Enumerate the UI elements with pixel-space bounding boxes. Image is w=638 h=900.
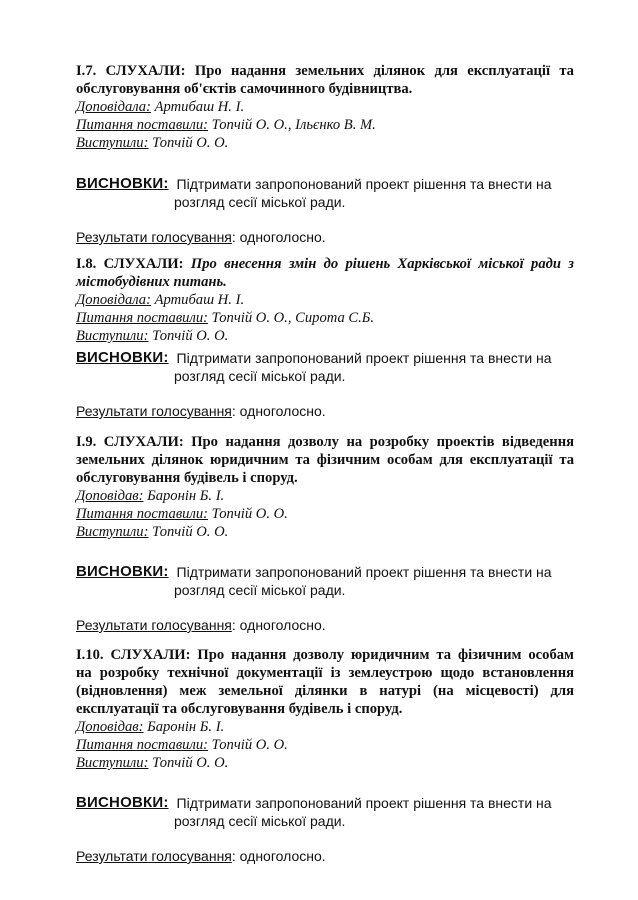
speaker-name: Баронін Б. І. xyxy=(143,719,225,735)
item-title-line: Про внесення змін до рішень Харківської міської ради з xyxy=(190,256,574,272)
conclusion xyxy=(76,563,574,581)
item-title-line: земельних ділянок юридичним та фізичним особам для експлуатації та xyxy=(76,452,574,468)
agenda-item-1-8 xyxy=(76,255,574,420)
item-title-line: Про надання дозволу юридичним та фізичним особам xyxy=(197,647,574,663)
spoke-label: Виступили: xyxy=(76,755,149,771)
vote-result-label: Результати голосування xyxy=(76,403,232,419)
questions-label: Питання поставили: xyxy=(76,506,208,522)
item-title-line: експлуатації та обслуговування будівель і споруд. xyxy=(76,701,403,717)
conclusion-text-continued: розгляд сесії міської ради. xyxy=(174,368,346,384)
item-title-line: Про надання дозволу на розробку проектів відведення xyxy=(191,434,574,450)
vote-result xyxy=(76,228,574,246)
item-number: І.8. СЛУХАЛИ: xyxy=(76,256,184,272)
item-title-line: обслуговування будівель і споруд. xyxy=(76,470,298,486)
speaker-label: Доповідала: xyxy=(76,292,151,308)
conclusion-text-continued: розгляд сесії міської ради. xyxy=(174,813,346,829)
speaker-name: Баронін Б. І. xyxy=(143,488,225,504)
vote-result-label: Результати голосування xyxy=(76,229,232,245)
item-heading xyxy=(76,62,574,98)
spoke-label: Виступили: xyxy=(76,524,149,540)
conclusion-text-continued: розгляд сесії міської ради. xyxy=(174,194,346,210)
conclusion-text: Підтримати запропонований проект рішення та внести на xyxy=(176,564,552,580)
speaker-name: Артибаш Н. І. xyxy=(150,292,245,308)
conclusion-label: ВИСНОВКИ: xyxy=(76,794,169,811)
vote-result xyxy=(76,402,574,420)
questions-label: Питання поставили: xyxy=(76,310,208,326)
agenda-item-1-10 xyxy=(76,646,574,865)
speaker-label: Доповідала: xyxy=(76,99,151,115)
item-heading xyxy=(76,255,574,291)
spoke-label: Виступили: xyxy=(76,328,149,344)
conclusion-text: Підтримати запропонований проект рішення та внести на xyxy=(176,176,552,192)
agenda-item-1-7 xyxy=(76,62,574,246)
spoke-names: Топчій О. О. xyxy=(148,328,229,344)
vote-result-value: : одноголосно. xyxy=(231,848,326,864)
item-number: І.10. СЛУХАЛИ: xyxy=(76,647,191,663)
vote-result-value: : одноголосно. xyxy=(231,229,326,245)
agenda-item-1-9 xyxy=(76,433,574,634)
questions-names: Топчій О. О., Сирота С.Б. xyxy=(208,310,375,326)
item-title-line: (відновлення) меж земельної ділянки в натурі (на місцевості) для xyxy=(76,683,574,699)
conclusion-text: Підтримати запропонований проект рішення та внести на xyxy=(176,795,552,811)
spoke-label: Виступили: xyxy=(76,135,149,151)
item-title-line: обслуговування об'єктів самочинного будівництва. xyxy=(76,81,413,97)
item-heading xyxy=(76,433,574,487)
vote-result-label: Результати голосування xyxy=(76,617,232,633)
conclusion xyxy=(76,794,574,812)
conclusion-text-continued: розгляд сесії міської ради. xyxy=(174,582,346,598)
item-title-line: Про надання земельних ділянок для експлуатації та xyxy=(194,63,574,79)
questions-names: Топчій О. О. xyxy=(208,737,288,753)
speaker-label: Доповідав: xyxy=(76,488,144,504)
item-title-line: містобудівних питань. xyxy=(76,274,227,290)
conclusion-label: ВИСНОВКИ: xyxy=(76,175,169,192)
vote-result-value: : одноголосно. xyxy=(231,403,326,419)
conclusion-label: ВИСНОВКИ: xyxy=(76,563,169,580)
spoke-names: Топчій О. О. xyxy=(148,755,229,771)
conclusion-label: ВИСНОВКИ: xyxy=(76,349,169,366)
questions-names: Топчій О. О. xyxy=(208,506,288,522)
speaker-label: Доповідав: xyxy=(76,719,144,735)
item-number: І.7. СЛУХАЛИ: xyxy=(76,63,186,79)
conclusion xyxy=(76,175,574,193)
conclusion xyxy=(76,349,574,367)
vote-result-value: : одноголосно. xyxy=(231,617,326,633)
item-heading xyxy=(76,646,574,718)
vote-result xyxy=(76,616,574,634)
item-number: І.9. СЛУХАЛИ: xyxy=(76,434,184,450)
conclusion-text: Підтримати запропонований проект рішення та внести на xyxy=(176,350,552,366)
item-title-line: на розробку технічної документації із землеустрою щодо встановлення xyxy=(76,665,574,681)
questions-names: Топчій О. О., Ільєнко В. М. xyxy=(208,117,376,133)
spoke-names: Топчій О. О. xyxy=(148,524,229,540)
questions-label: Питання поставили: xyxy=(76,737,208,753)
spoke-names: Топчій О. О. xyxy=(148,135,229,151)
questions-label: Питання поставили: xyxy=(76,117,208,133)
vote-result xyxy=(76,847,574,865)
speaker-name: Артибаш Н. І. xyxy=(150,99,245,115)
vote-result-label: Результати голосування xyxy=(76,848,232,864)
